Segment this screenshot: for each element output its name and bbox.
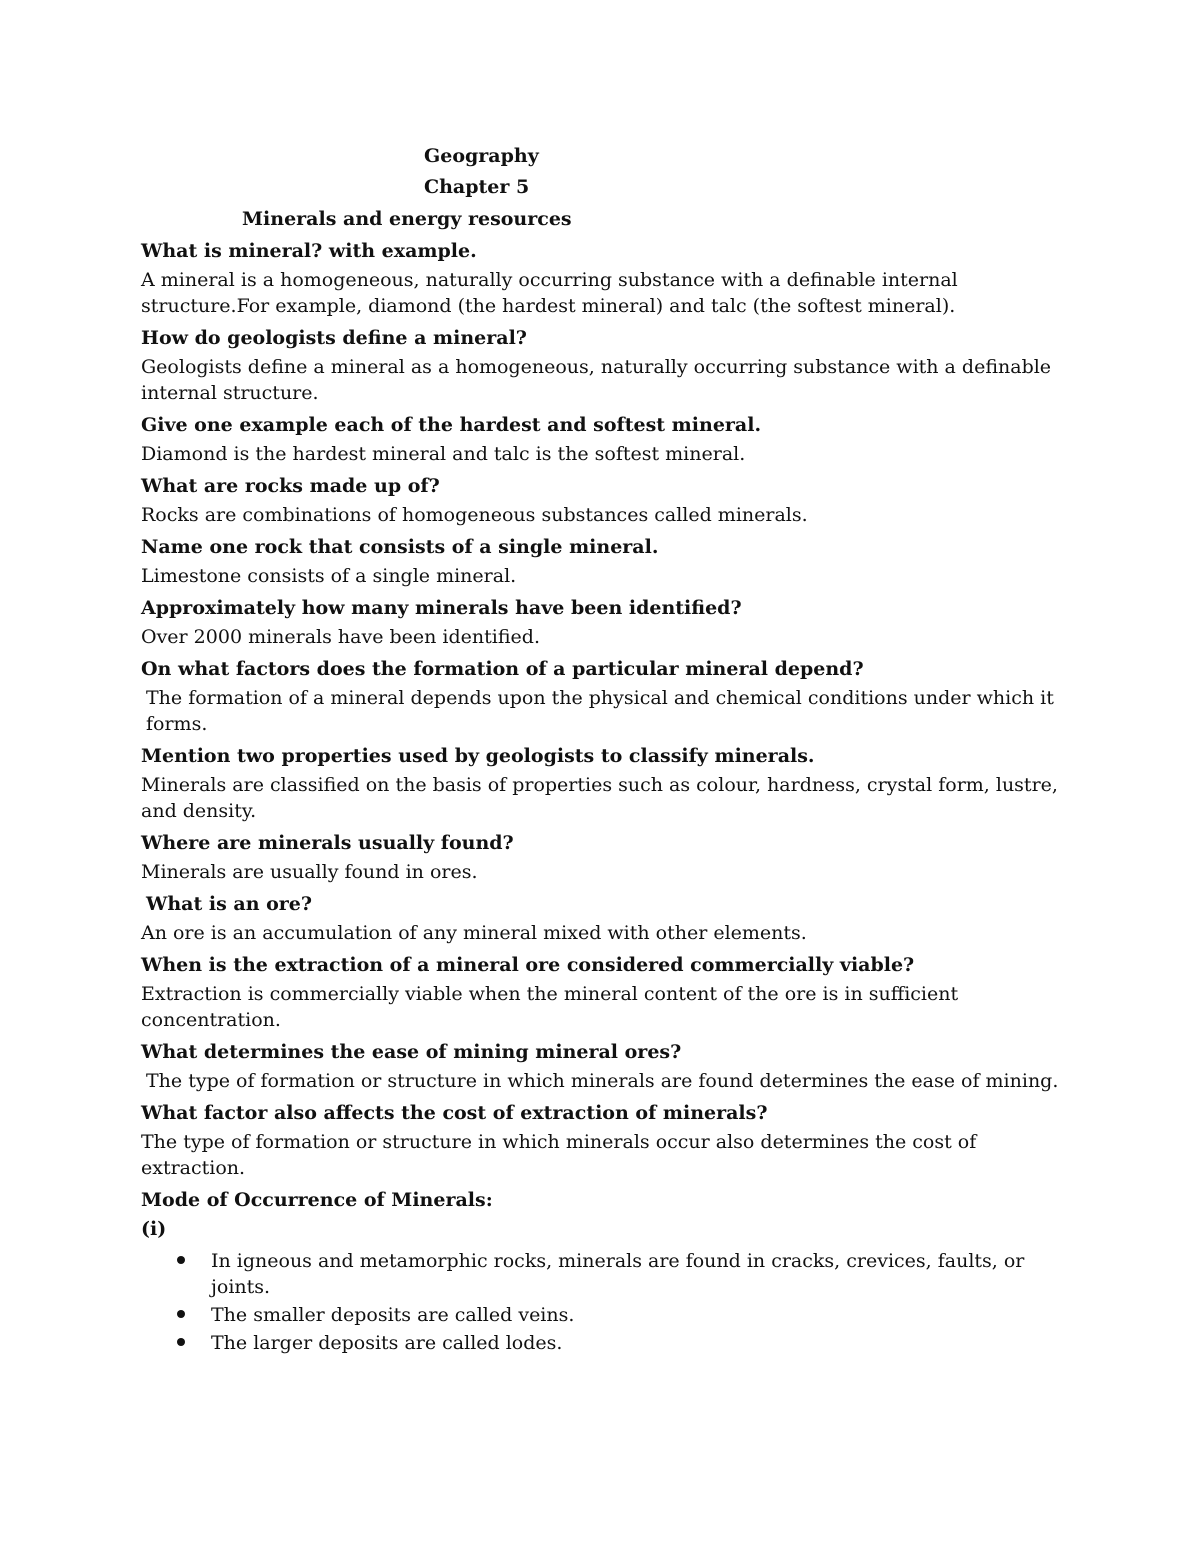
bullet-item [211,1330,1071,1356]
bullet-text: The smaller deposits are called veins. [211,1304,575,1326]
question-5: Name one rock that consists of a single mineral. [141,536,659,558]
question-13: What factor also affects the cost of extraction of minerals? [141,1102,768,1124]
bullet-list [141,1248,1071,1356]
answer-8: Minerals are classified on the basis of properties such as colour, hardness, crystal form, lustre, and density. [141,774,1058,822]
answer-9: Minerals are usually found in ores. [141,861,478,883]
answer-11: Extraction is commercially viable when the mineral content of the ore is in sufficient concentration. [141,983,959,1031]
bullet-icon [177,1256,185,1264]
question-6: Approximately how many minerals have been identified? [141,597,742,619]
section-heading: Mode of Occurrence of Minerals: [141,1189,493,1211]
question-2: How do geologists define a mineral? [141,327,527,349]
topic-title: Minerals and energy resources [242,208,572,230]
question-4: What are rocks made up of? [141,475,440,497]
section-subheading: (i) [141,1218,167,1240]
answer-12: The type of formation or structure in which minerals are found determines the ease of mining. [146,1070,1059,1092]
answer-4: Rocks are combinations of homogeneous substances called minerals. [141,504,808,526]
bullet-item [211,1302,1071,1328]
bullet-text: The larger deposits are called lodes. [211,1332,563,1354]
chapter-title: Chapter 5 [424,176,530,198]
answer-2: Geologists define a mineral as a homogeneous, naturally occurring substance with a definable internal structure. [141,356,1052,404]
question-12: What determines the ease of mining mineral ores? [141,1041,682,1063]
question-8: Mention two properties used by geologists to classify minerals. [141,745,815,767]
answer-6: Over 2000 minerals have been identified. [141,626,540,648]
answer-10: An ore is an accumulation of any mineral mixed with other elements. [141,922,807,944]
bullet-icon [177,1310,185,1318]
question-3: Give one example each of the hardest and softest mineral. [141,414,762,436]
answer-1: A mineral is a homogeneous, naturally occurring substance with a definable internal structure.For example, diamond (the hardest mineral) and talc (the softest mineral). [141,269,958,317]
question-10: What is an ore? [146,893,313,915]
question-9: Where are minerals usually found? [141,832,514,854]
answer-13: The type of formation or structure in which minerals occur also determines the cost of extraction. [141,1131,977,1179]
answer-3: Diamond is the hardest mineral and talc is the softest mineral. [141,443,746,465]
bullet-item [211,1248,1071,1300]
qa-section [141,239,1071,1358]
question-7: On what factors does the formation of a particular mineral depend? [141,658,864,680]
document-subject-title: Geography [424,145,539,167]
answer-5: Limestone consists of a single mineral. [141,565,517,587]
answer-7: The formation of a mineral depends upon the physical and chemical conditions under which it forms. [146,687,1054,735]
bullet-text: In igneous and metamorphic rocks, minerals are found in cracks, crevices, faults, or joints. [211,1250,1025,1298]
bullet-icon [177,1338,185,1346]
question-11: When is the extraction of a mineral ore considered commercially viable? [141,954,915,976]
question-1: What is mineral? with example. [141,240,477,262]
